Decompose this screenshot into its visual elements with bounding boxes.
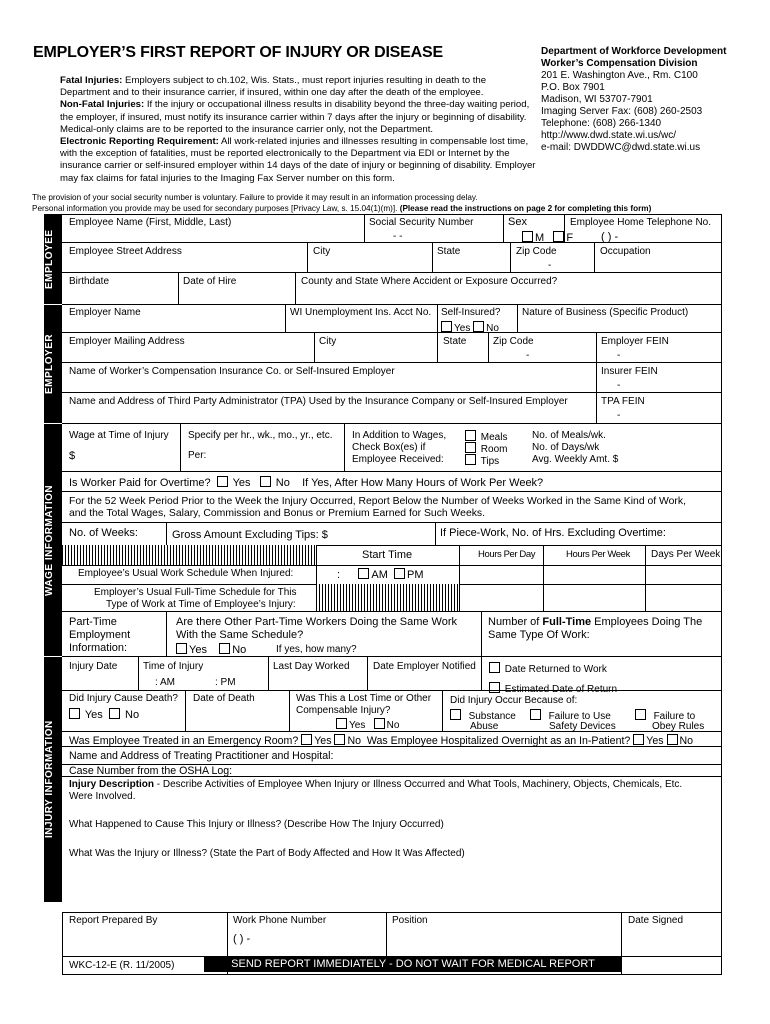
col-line [517,304,518,332]
date-signed-label[interactable]: Date Signed [628,915,684,926]
no-label: No [347,735,361,747]
employee-zip-label[interactable]: Zip Code [516,246,557,257]
date-returned-checkbox[interactable] [489,662,500,673]
home-phone-label[interactable]: Employee Home Telephone No. [570,217,712,228]
usual-pm-checkbox[interactable] [394,568,405,579]
frame-right [721,214,722,975]
row-line [62,362,722,363]
usual-time-field[interactable] [337,568,424,581]
sex-m-label: M [535,232,545,244]
tpa-name-label[interactable]: Name and Address of Third Party Administrator (TPA) Used by the Insurance Company or Self-Insured Employer [69,396,568,407]
yes-label: Yes [646,735,664,747]
form-id: WKC-12-E (R. 11/2005) [69,960,175,971]
lost-time-yes-checkbox[interactable] [336,718,347,729]
row-line [62,392,722,393]
col-line [166,611,167,656]
employee-name-label[interactable]: Employee Name (First, Middle, Last) [69,217,232,228]
no-label: No [386,720,400,731]
time-pm[interactable]: : PM [215,677,236,688]
frame-bottom [62,974,722,975]
frame-top [44,214,722,215]
lost-time-line2: Compensable Injury? [296,705,391,716]
no-label: No [679,735,694,747]
employee-zip-dash: - [548,260,552,271]
fein-dash: - [617,350,621,361]
obey-label: Failure to [653,711,696,722]
time-colon: : [337,569,341,581]
row-line [62,690,722,691]
er-yes-checkbox[interactable] [301,734,312,745]
yes-label: Yes [84,709,103,721]
fulltime-count-prefix: Number of [488,616,543,628]
birthdate-label[interactable]: Birthdate [69,276,110,287]
parttime-line3: Information: [69,642,128,654]
days-week-label: Days Per Week [651,549,721,560]
col-line [307,242,308,272]
parttime-line2: Employment [69,629,131,641]
county-label[interactable]: County and State Where Accident or Exposure Occurred? [301,276,558,287]
how-many-label[interactable]: If yes, how many? [276,644,357,655]
prepared-by-label[interactable]: Report Prepared By [69,915,158,926]
meals-label: Meals [480,432,508,443]
addition-line1: In Addition to Wages, [352,430,447,441]
col-line [481,656,482,690]
row-line [62,611,722,612]
employee-city-label[interactable]: City [313,246,331,257]
no-days-label[interactable]: No. of Days/wk [532,442,600,453]
other-pt-yes-checkbox[interactable] [176,643,187,654]
safety-line2: Safety Devices [549,721,616,732]
self-insured-label: Self-Insured? [441,307,501,318]
sex-options [522,231,573,244]
fulltime-schedule-line2: Type of Work at Time of Employee’s Injury: [106,599,296,610]
employer-state-label[interactable]: State [443,336,467,347]
row-line [62,423,722,424]
no-label: No [275,477,290,489]
instructions-text [60,75,538,185]
substance-line2: Abuse [470,721,499,732]
yes-label: Yes [454,323,471,334]
dept-line1: Department of Workforce Development [541,46,727,57]
dept-fax: Imaging Server Fax: (608) 260-2503 [541,106,703,117]
injury-date-label[interactable]: Injury Date [69,661,118,672]
fulltime-count-line1 [488,616,702,628]
work-phone-format: ( ) - [233,933,251,945]
meals-checkbox[interactable] [465,430,476,441]
col-line [185,690,186,731]
insurer-name-label[interactable]: Name of Worker’s Compensation Insurance Co. or Self-Insured Employer [69,366,395,377]
fulltime-count-emphasis: Full-Time [542,616,592,628]
what-was-label[interactable]: What Was the Injury or Illness? (State the Part of Body Affected and How It Was Affected) [69,848,465,859]
date-death-label[interactable]: Date of Death [193,693,255,704]
send-banner: SEND REPORT IMMEDIATELY - DO NOT WAIT FOR MEDICAL REPORT [204,957,622,972]
col-line [594,242,595,272]
dept-line2: Worker’s Compensation Division [541,58,698,69]
dept-address3: Madison, WI 53707-7901 [541,94,653,105]
col-line [459,545,460,611]
col-line [367,656,368,690]
col-line [596,332,597,423]
date-returned-label: Date Returned to Work [504,664,607,675]
self-insured-options [441,321,499,335]
section-employer: EMPLOYER [44,333,55,395]
other-pt-no-checkbox[interactable] [219,643,230,654]
lost-time-line1: Was This a Lost Time or Other [296,693,432,704]
yes-label: Yes [349,720,366,731]
desc-line1 [69,779,682,791]
col-line [364,214,365,242]
col-line [503,214,504,242]
privacy-line2: Personal information you provide may be used for secondary purposes [Privacy Law, s. 15.04(1)(m)]. [32,203,398,213]
what-happened-label[interactable]: What Happened to Cause This Injury or Illness? (Describe How The Injury Occurred) [69,819,444,830]
dept-web[interactable]: http://www.dwd.state.wi.us/wc/ [541,130,677,141]
self-insured-yes-checkbox[interactable] [441,321,452,332]
parttime-line1: Part-Time [69,616,117,628]
col-line [488,332,489,362]
row-line [62,304,722,305]
fulltime-count-suffix: Employees Doing The [591,616,703,628]
employer-zip-label[interactable]: Zip Code [493,336,534,347]
hours-week-label: Hours Per Week [566,549,630,560]
nonfatal-text: If the injury or occupational illness results in disability beyond the three-day waiting period, the employer, if insured, must notify its insurance carrier within 7 days after the injury or beginning of disability. Medical-only claims are to be reported to the insurance carrier only, not the Department. [60,99,530,135]
col-line [510,242,511,272]
date-returned-option [489,662,607,676]
yes-label: Yes [232,477,251,489]
lost-time-options [336,718,399,732]
yes-label: Yes [189,644,207,656]
overtime-question: Is Worker Paid for Overtime? [69,477,211,489]
col-line [437,304,438,362]
hours-day-label: Hours Per Day [478,549,536,560]
section-injury: INJURY INFORMATION [44,720,55,838]
sex-f-label: F [566,232,574,244]
col-line [289,690,290,731]
obey-line2: Obey Rules [652,721,705,732]
sex-m-checkbox[interactable] [522,231,533,242]
tips-option [465,454,499,468]
no-label: No [125,709,140,721]
section-employee: EMPLOYEE [44,229,55,289]
tpa-fein-label[interactable]: TPA FEIN [601,396,645,407]
nature-label[interactable]: Nature of Business (Specific Product) [522,307,689,318]
col-line [62,912,63,974]
fatal-text: Employers subject to ch.102, Wis. Stats., must report injuries resulting in death to the Department and to their insurance carrier, if insured, within one day after the death of the employee. [60,75,487,99]
am-label: AM [371,569,388,581]
row-line [62,565,722,566]
sex-f-checkbox[interactable] [553,231,564,242]
est-return-checkbox[interactable] [489,682,500,693]
row-line [62,912,722,913]
est-return-option [489,682,617,696]
substance-checkbox[interactable] [450,709,461,720]
street-label[interactable]: Employee Street Address [69,246,182,257]
dept-address2: P.O. Box 7901 [541,82,605,93]
privacy-instructions: (Please read the instructions on page 2 for completing this form) [397,203,652,213]
work-phone-label[interactable]: Work Phone Number [233,915,327,926]
wage-time-label[interactable]: Wage at Time of Injury [69,430,169,441]
section-divider [44,423,62,424]
row-line [62,522,722,523]
desc-line2: Were Involved. [69,791,136,802]
nonfatal-label: Non-Fatal Injuries: [60,99,145,111]
privacy-notice [32,193,651,214]
date-notified-label[interactable]: Date Employer Notified [373,661,476,672]
col-line [481,611,482,656]
est-return-label: Estimated Date of Return [504,684,618,695]
no-label: No [232,644,247,656]
other-pt-options [176,643,246,656]
overtime-yes-checkbox[interactable] [217,476,228,487]
er-hosp-row [69,734,693,747]
fein-label[interactable]: Employer FEIN [601,336,669,347]
tpa-fein-dash: - [617,410,621,421]
overtime-row [69,476,543,489]
privacy-line1: The provision of your social security number is voluntary. Failure to provide it may result in an information processing delay. [32,193,478,202]
dept-email[interactable]: e-mail: DWDDWC@dwd.state.wi.us [541,142,701,153]
death-yes-checkbox[interactable] [69,708,80,719]
last-day-label[interactable]: Last Day Worked [273,661,350,672]
hatched-area [316,584,459,611]
position-label[interactable]: Position [392,915,428,926]
col-line [645,545,646,611]
safety-checkbox[interactable] [530,709,541,720]
row-line [62,242,722,243]
fulltime-count-line2: Same Type Of Work: [488,629,590,641]
no-meals-label[interactable]: No. of Meals/wk. [532,430,606,441]
time-injury-label[interactable]: Time of Injury [143,661,204,672]
yes-label: Yes [314,735,332,747]
date-hire-label[interactable]: Date of Hire [183,276,237,287]
addition-line2: Check Box(es) if [352,442,426,453]
row-line [62,656,722,657]
insurer-fein-label[interactable]: Insurer FEIN [601,366,658,377]
practitioner-label[interactable]: Name and Address of Treating Practitioner and Hospital: [69,750,334,762]
col-line [178,272,179,304]
hatched-area [62,545,316,565]
electronic-text: All work-related injuries and illnesses resulting in compensable lost time, with the exception of fatalities, must be reported electronically to the Department via EDI or Internet by the insurance carrier or self-insured employer within 14 days of the date of injury or beginning of disability. Employer may fax claims for fatal injuries to the Imaging Fax Server number on this form. [60,136,536,184]
per-label[interactable]: Per: [188,450,207,461]
other-pt-line2: With the Same Schedule? [176,629,304,641]
substance-label: Substance [468,711,516,722]
section-divider [44,656,62,657]
col-line [442,690,443,731]
no-label: No [486,323,499,334]
tips-checkbox[interactable] [465,454,476,465]
col-line [295,272,296,304]
employer-zip-dash: - [526,350,530,361]
overtime-hours-label[interactable]: If Yes, After How Many Hours of Work Per Week? [302,477,544,489]
tips-label: Tips [480,456,500,467]
start-time-label: Start Time [362,549,413,561]
fulltime-schedule-line1: Employer’s Usual Full-Time Schedule for This [94,587,297,598]
ssn-label[interactable]: Social Security Number [369,217,474,228]
employee-state-label[interactable]: State [437,246,461,257]
lost-time-no-checkbox[interactable] [374,718,385,729]
occupation-label[interactable]: Occupation [600,246,651,257]
period-line1: For the 52 Week Period Prior to the Week the Injury Occurred, Report Below the Number of Weeks Worked in the Same Kind of Work, [69,496,686,507]
col-line [180,423,181,471]
fatal-label: Fatal Injuries: [60,75,123,86]
er-question: Was Employee Treated in an Emergency Room? [69,735,299,747]
avg-weekly-label[interactable]: Avg. Weekly Amt. $ [532,454,619,465]
usual-schedule-label: Employee’s Usual Work Schedule When Injured: [78,568,294,579]
pm-label: PM [407,569,424,581]
col-line [285,304,286,332]
desc-label: Injury Description [69,779,155,790]
col-line [386,912,387,956]
gross-label[interactable]: Gross Amount Excluding Tips: $ [172,529,328,541]
specify-label: Specify per hr., wk., mo., yr., etc. [188,430,333,441]
sex-label: Sex [508,216,527,228]
wage-dollar: $ [69,450,76,462]
col-line [432,242,433,272]
er-no-checkbox[interactable] [334,734,345,745]
home-phone-format: ( ) - [601,231,619,243]
obey-checkbox[interactable] [635,709,646,720]
col-line [435,522,436,545]
usual-am-checkbox[interactable] [358,568,369,579]
addition-line3: Employee Received: [352,454,444,465]
self-insured-no-checkbox[interactable] [473,321,484,332]
overtime-no-checkbox[interactable] [260,476,271,487]
desc-text: - Describe Activities of Employee When Injury or Illness Occurred and What Tools, Machinery, Objects, Chemicals, Etc. [154,779,683,790]
employer-city-label[interactable]: City [319,336,337,347]
row-line [62,471,722,472]
occur-because-label: Did Injury Occur Because of: [450,695,578,706]
no-weeks-label[interactable]: No. of Weeks: [69,527,138,539]
other-pt-line1: Are there Other Part-Time Workers Doing the Same Work [176,616,457,628]
safety-label: Failure to Use [548,711,611,722]
hosp-yes-checkbox[interactable] [633,734,644,745]
col-line [166,522,167,545]
osha-label[interactable]: Case Number from the OSHA Log: [69,765,233,777]
employer-name-label[interactable]: Employer Name [69,307,141,318]
ui-acct-label[interactable]: WI Unemployment Ins. Acct No. [290,307,432,318]
piece-work-label[interactable]: If Piece-Work, No. of Hrs. Excluding Overtime: [440,527,666,539]
row-line [62,332,722,333]
hosp-no-checkbox[interactable] [667,734,678,745]
row-line [62,491,722,492]
row-line [62,272,722,273]
col-line [138,656,139,690]
insurer-fein-dash: - [617,380,621,391]
cause-death-label: Did Injury Cause Death? [69,693,178,704]
mailing-label[interactable]: Employer Mailing Address [69,336,185,347]
time-am[interactable]: : AM [155,677,176,688]
room-checkbox[interactable] [465,442,476,453]
department-info [541,46,726,154]
electronic-label: Electronic Reporting Requirement: [60,136,219,148]
section-wage: WAGE INFORMATION [44,484,55,596]
form-title: EMPLOYER’S FIRST REPORT OF INJURY OR DISEASE [33,44,443,61]
cause-death-options [69,708,139,721]
room-label: Room [480,444,508,455]
dept-phone: Telephone: (608) 266-1340 [541,118,662,129]
dept-address1: 201 E. Washington Ave., Rm. C100 [541,70,698,81]
section-divider [44,304,62,305]
hosp-question: Was Employee Hospitalized Overnight as an In-Patient? [366,735,631,747]
col-line [344,423,345,471]
col-line [268,656,269,690]
death-no-checkbox[interactable] [109,708,120,719]
col-line [543,545,544,611]
ssn-dashes: - - [393,231,403,242]
period-line2: and the Total Wages, Salary, Commission and Bonus or Premium Earned for Such Weeks. [69,508,486,519]
col-line [314,332,315,362]
